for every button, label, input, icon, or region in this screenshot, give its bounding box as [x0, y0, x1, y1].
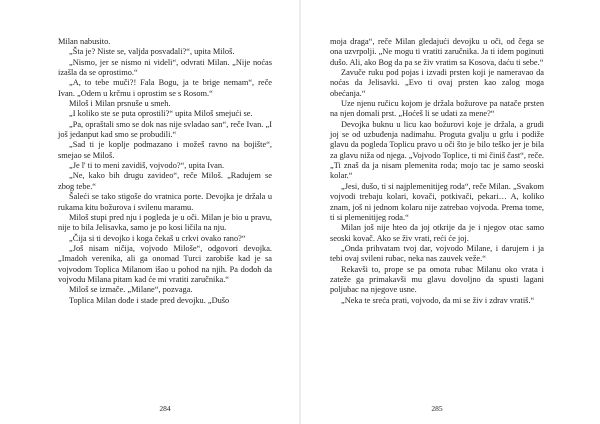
- paragraph: „Neka te sreća prati, vojvodo, da mi se živ i zdrav vratiš.“: [341, 295, 535, 305]
- paragraph: „Čija si ti devojko i koga čekaš u crkvi ovako rano?“: [69, 233, 246, 243]
- paragraph: „Šta je? Niste se, valjda posvađali?“, upita Miloš.: [69, 47, 235, 57]
- paragraph: „Je l' ti to meni zavidiš, vojvodo?“, upita Ivan.: [69, 161, 225, 171]
- paragraph: „Ne, kako bih drugu zavideo“, reče Miloš. „Radujem se zbog tebe.“: [58, 171, 272, 191]
- page-number: 284: [159, 404, 171, 413]
- paragraph: Miloš se izmače. „Milane“, pozvaga.: [69, 285, 193, 295]
- paragraph: „Jesi, dušo, ti si najplemenitijeg roda“, reče Milan. „Svakom vojvodi trebaju kolari, kovači, potkivači, pekari… A, koliko znam, još ni jednom kolaru nije zatrebao vojvoda. Prema tome, ti si plemenitijeg roda.“: [330, 181, 544, 222]
- paragraph: „A, to tebe muči?! Fala Bogu, ja te brige nemam“, reče Ivan. „Odem u krčmu i oprostim se s Rosom.“: [58, 78, 272, 98]
- paragraph: Miloš stupi pred nju i pogleda je u oči. Milan je bio u pravu, nije to bila Jelisavka, samo je po kosi ličila na nju.: [58, 212, 272, 233]
- paragraph: „Još nisam ničija, vojvodo Miloše“, odgovori devojka. „Imadoh verenika, ali ga onomad Turci zarobiše kad je sa vojvodom Toplica Milanom išao u pohod na njih. Pa dođoh da vojvodu Milana pitam kad će mi vratiti zaručnika.“: [58, 243, 272, 284]
- paragraph: moja draga“, reče Milan gledajući devojku u oči, od čega se ona uzvrpolji. „Ne mogu ti vratiti zaručnika. Ja ti idem poginuti dušo. Ali, ako Bog da pa se živ vratim sa Kosova, daću ti sebe.“: [330, 37, 544, 67]
- paragraph: „Sad ti je koplje podmazano i možeš ravno na bojište“, smejao se Miloš.: [58, 140, 272, 160]
- paragraph: „Pa, opraštali smo se dok nas nije svladao san“, reče Ivan. „I još jedanput kad smo se probudili.“: [58, 119, 272, 140]
- left-page-text: [58, 37, 272, 306]
- paragraph: Šaleći se tako stigoše do vratnica porte. Devojka je držala u rukama kitu božurova i svilenu maramu.: [58, 192, 272, 212]
- paragraph: „I koliko ste se puta oprostili?“ upita Miloš smejući se.: [69, 109, 253, 119]
- paragraph: „Nismo, jer se nismo ni videli“, odvrati Milan. „Nije noćas izašla da se oprostimo.“: [58, 57, 272, 78]
- paragraph: Milan nabusito.: [58, 37, 111, 46]
- paragraph: Zavuče ruku pod pojas i izvadi prsten koji je nameravao da noćas da Jelisavki. „Evo ti ovaj prsten kao zalog moga obećanja.“: [330, 68, 544, 98]
- paragraph: „Onda prihvatam tvoj dar, vojvodo Milane, i darujem i ja tebi ovaj svileni rubac, neka nas zauvek veže.“: [330, 243, 544, 264]
- paragraph: Uze njenu ručicu kojom je držala božurove pa natače prsten na njen domali prst. „Hoćeš li se udati za mene?“: [330, 99, 544, 119]
- paragraph: Toplica Milan dođe i stade pred devojku. „Dušo: [69, 295, 230, 305]
- paragraph: Devojka buknu u licu kao božurovi koje je držala, a grudi joj se od uzbuđenja nadimahu. Proguta gvalju u grlu i podiže glavu da pogleda Toplicu pravo u oči što je bilo teško jer je bila za glavu niža od njega. „Vojvodo Toplice, ti mi činiš čast“, reče. „Ti znaš da ja nisam plemenita roda; mojo tac je samo seoski kolar.“: [330, 119, 544, 181]
- page-number: 285: [431, 404, 443, 413]
- right-page-text: [330, 37, 544, 306]
- right-page: [300, 0, 600, 424]
- paragraph: Miloš i Milan prsnuše u smeh.: [69, 99, 171, 109]
- paragraph: Rekavši to, prope se pa omota rubac Milanu oko vrata i zatežе ga primakavši mu glavu dovoljno da spusti lagani poljubac na njegove usne.: [330, 264, 544, 295]
- paragraph: Milan još nije hteo da joj otkrije da je i njegov otac samo seoski kovač. Ako se živ vrati, reći će joj.: [330, 223, 544, 243]
